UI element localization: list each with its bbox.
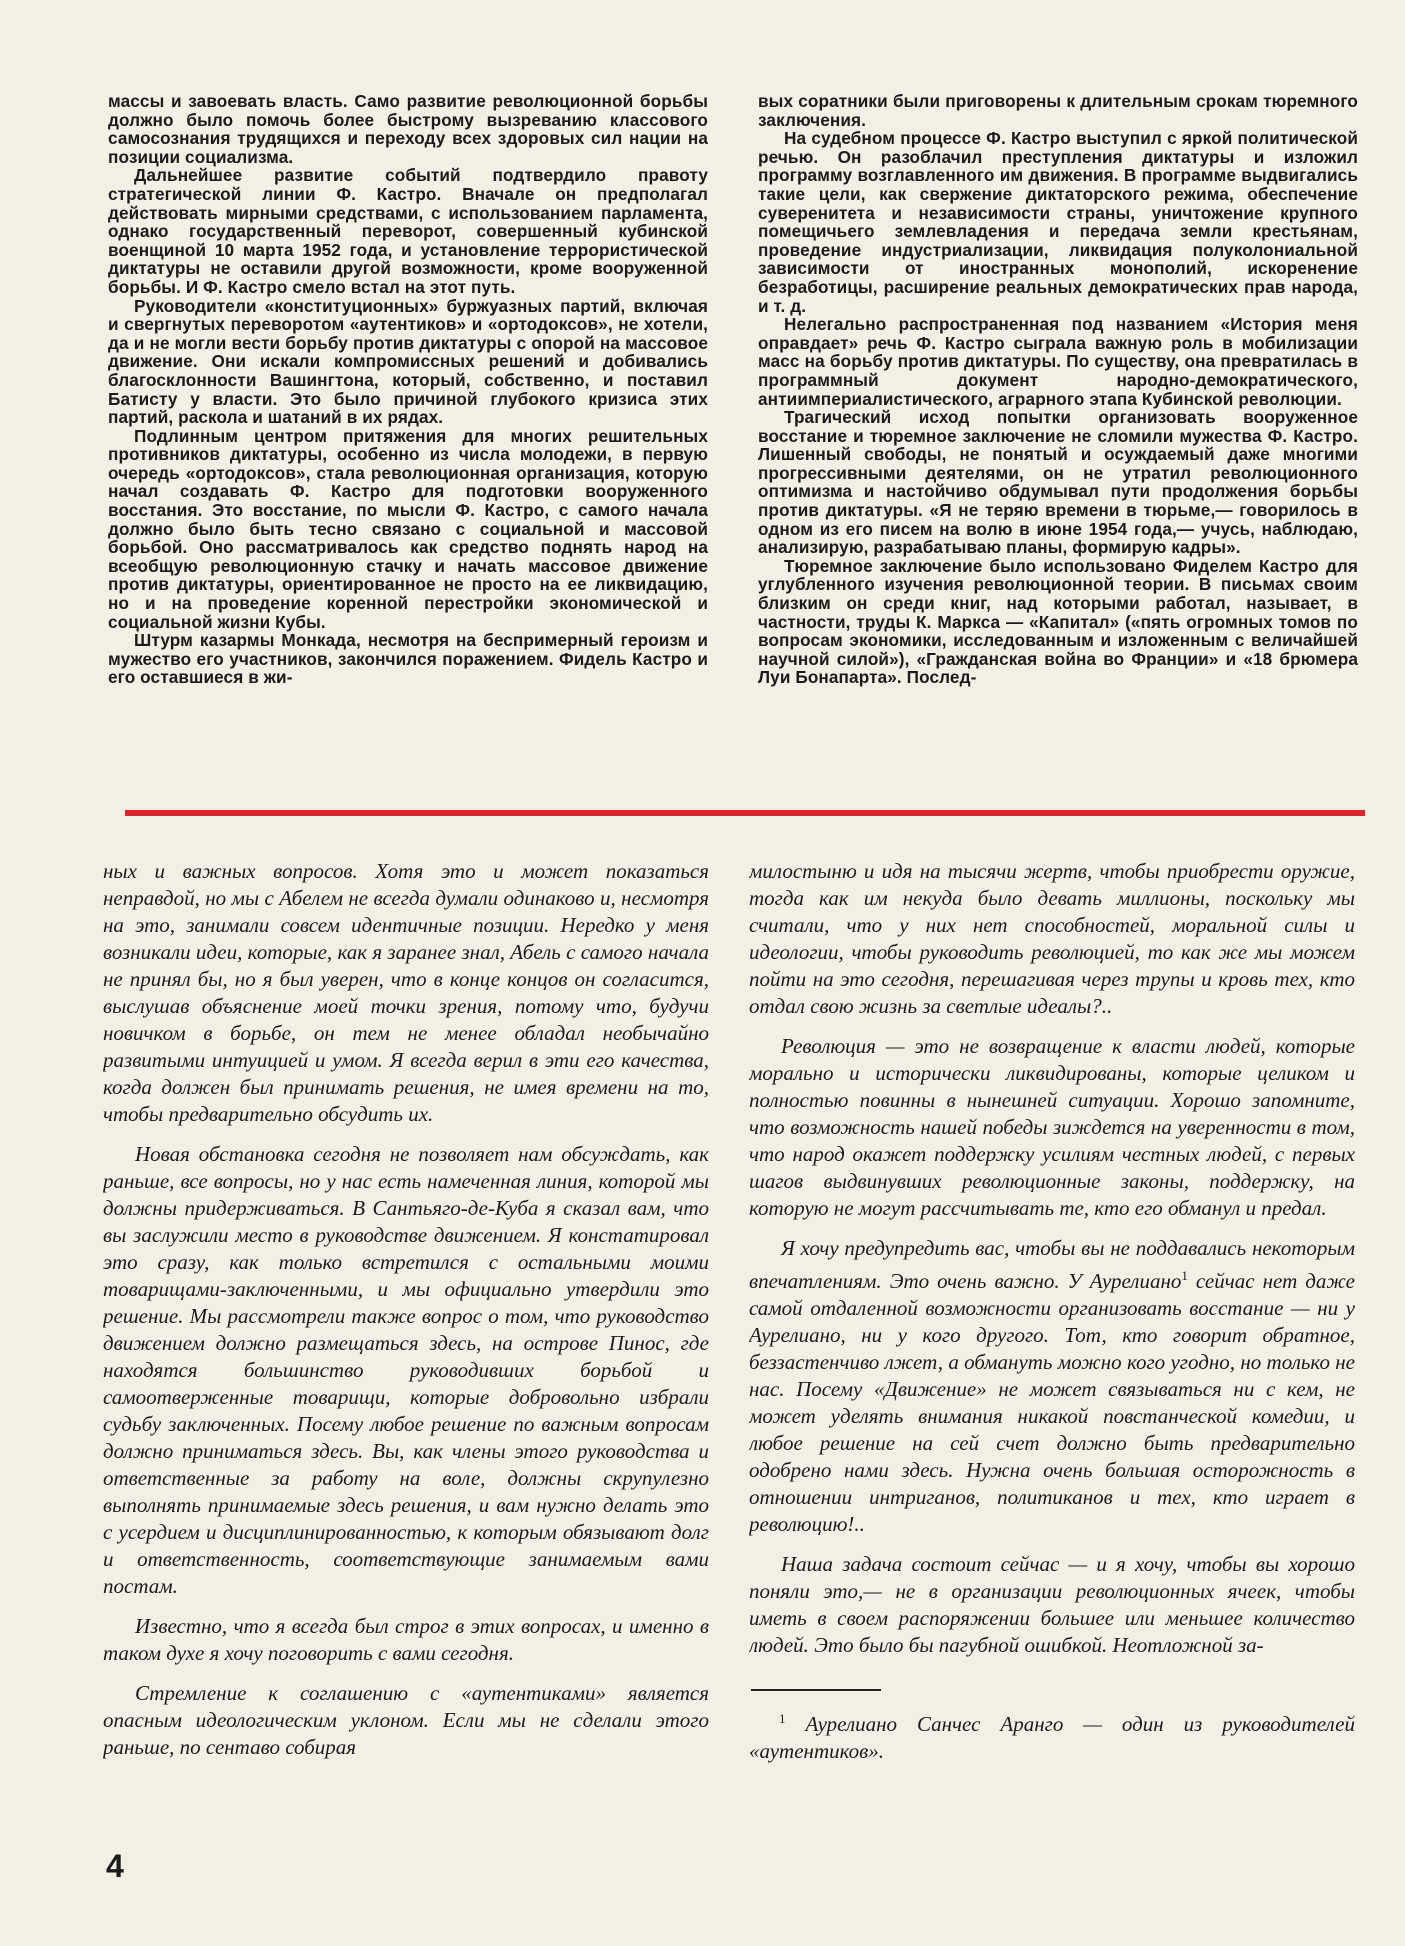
paragraph: Трагический исход попытки организовать вооруженное восстание и тюремное заключение не сломили мужества Ф. Кастро. Лишенный свободы, не понятый и осуждаемый даже многими прогрессивными деятелями, он не утратил революционного оптимизма и настойчиво обдумывал пути продолжения борьбы против диктатуры. «Я не теряю времени в тюрьме,— говорилось в одном из его писем на волю в июне 1954 года,— учусь, наблюдаю, анализирую, разрабатываю планы, формирую кадры». bbox=[758, 407, 1358, 558]
paragraph: милостыню и идя на тысячи жертв, чтобы приобрести оружие, тогда как им некуда было девать миллионы, поскольку мы считали, что у них нет способностей, моральной силы и идеологии, чтобы руководить революцией, то как же мы можем пойти на это сегодня, перешагивая через трупы и кровь тех, кто отдал свою жизнь за светлые идеалы?.. bbox=[749, 859, 1355, 1018]
footnote-reference: 1 bbox=[1181, 1268, 1188, 1283]
paragraph: Новая обстановка сегодня не позволяет нам обсуждать, как раньше, все вопросы, но у нас есть намеченная линия, которой мы должны придерживаться. В Сантьяго-де-Куба я сказал вам, что вы заслужили место в руководстве движением. Я констатировал это сразу, как только встретился с остальными моими товарищами-заключенными, и мы официально утвердили это решение. Мы рассмотрели также вопрос о том, что руководство движением должно размещаться здесь, на острове Пинос, где находятся большинство руководивших борьбой и самоотверженные товарищи, которые добровольно избрали судьбу заключенных. Посему любое решение по важным вопросам должно приниматься здесь. Вы, как члены этого руководства и ответственные за работу на воле, должны скрупулезно выполнять принимаемые здесь решения, и вам нужно делать это с усердием и дисциплинированностью, к которым обязывают долг и ответственность, соответствующие занимаемым вами постам. bbox=[103, 1142, 709, 1598]
paragraph: Дальнейшее развитие событий подтвердило правоту стратегической линии Ф. Кастро. Вначале он предполагал действовать мирными средствами, с использованием парламента, однако государственный переворот, совершенный кубинской военщиной 10 марта 1952 года, и установление террористической диктатуры не оставили другой возможности, кроме вооруженной борьбы. И Ф. Кастро смело встал на этот путь. bbox=[108, 165, 708, 297]
bottom-right-column bbox=[749, 858, 1355, 1838]
paragraph: ных и важных вопросов. Хотя это и может показаться неправдой, но мы с Абелем не всегда думали одинаково и, несмотря на это, занимали совсем идентичные позиции. Нередко у меня возникали идеи, которые, как я заранее знал, Абель с самого начала не принял бы, но я был уверен, что в конце концов он согласится, выслушав объяснение моей точки зрения, потому что, будучи новичком в борьбе, он тем не менее обладал необычайно развитыми интуицией и умом. Я всегда верил в эти его качества, когда должен был принимать решения, не имея времени на то, чтобы предварительно обсудить их. bbox=[103, 859, 709, 1126]
footnote-mark: 1 bbox=[779, 1710, 786, 1726]
paragraph: вых соратники были приговорены к длительным срокам тюремного заключения. bbox=[758, 92, 1358, 130]
paragraph: Стремление к соглашению с «аутентиками» является опасным идеологическим уклоном. Если мы не сделали этого раньше, по сентаво собирая bbox=[103, 1681, 709, 1759]
top-right-column bbox=[758, 92, 1358, 792]
footnote-text: Аурелиано Санчес Аранго — один из руководителей «аутентиков». bbox=[749, 1711, 1355, 1763]
paragraph: Руководители «конституционных» буржуазных партий, включая и свергнутых переворотом «аутентиков» и «ортодоксов», не хотели, да и не могли вести борьбу против диктатуры с опорой на массовое движение. Они искали компромиссных решений и добивались благосклонности Вашингтона, который, собственно, и поставил Батисту у власти. Это было причиной глубокого кризиса этих партий, раскола и шатаний в их рядах. bbox=[108, 295, 708, 428]
paragraph: Известно, что я всегда был строг в этих вопросах, и именно в таком духе я хочу поговорить с вами сегодня. bbox=[103, 1614, 709, 1665]
paragraph: Наша задача состоит сейчас — и я хочу, чтобы вы хорошо поняли это,— не в организации революционных ячеек, чтобы иметь в своем распоряжении большее или меньшее количество людей. Это было бы пагубной ошибкой. Неотложной за- bbox=[749, 1552, 1355, 1657]
top-article-columns bbox=[108, 92, 1358, 792]
paragraph: Нелегально распространенная под названием «История меня оправдает» речь Ф. Кастро сыграла важную роль в мобилизации масс на борьбу против диктатуры. По существу, она превратилась в программный документ народно-демократического, антиимпериалистического, аграрного этапа Кубинской революции. bbox=[758, 314, 1358, 409]
paragraph: На судебном процессе Ф. Кастро выступил с яркой политической речью. Он разоблачил преступления диктатуры и изложил программу возглавленного им движения. В программе выдвигались такие цели, как свержение диктаторского режима, обеспечение суверенитета и независимости страны, уничтожение крупного помещичьего землевладения и передача земли крестьянам, проведение индустриализации, ликвидация полуколониальной зависимости от иностранных монополий, искоренение безработицы, расширение реальных демократических прав народа, и т. д. bbox=[758, 128, 1358, 316]
red-divider-line bbox=[125, 810, 1365, 816]
bottom-left-column bbox=[103, 858, 709, 1838]
page-number: 4 bbox=[106, 1848, 124, 1884]
paragraph-text: Я хочу предупредить вас, чтобы вы не поддавались некоторым впечатлениям. Это очень важно. У Аурелиано bbox=[749, 1236, 1355, 1293]
footnote bbox=[749, 1705, 1355, 1765]
footnote-divider bbox=[751, 1689, 881, 1691]
paragraph: Революция — это не возвращение к власти людей, которые морально и исторически ликвидированы, которые целиком и полностью повинны в нынешней ситуации. Хорошо запомните, что возможность нашей победы зиждется на уверенности в том, что народ окажет поддержку усилиям честных людей, с первых шагов выдвинувших революционные законы, поддержку, на которую не могут рассчитывать те, кто его обманул и предал. bbox=[749, 1034, 1355, 1220]
paragraph-text: сейчас нет даже самой отдаленной возможности организовать восстание — ни у Аурелиано, ни у кого другого. Тот, кто говорит обратное, беззастенчиво лжет, а обмануть можно кого угодно, но только не нас. Посему «Движение» не может связываться ни с кем, не может уделять внимания никакой повстанческой комедии, и любое решение на сей счет должно быть предварительно одобрено нами здесь. Нужна очень большая осторожность в отношении интриганов, политиканов и тех, кто играет в революцию!.. bbox=[749, 1269, 1355, 1536]
paragraph: массы и завоевать власть. Само развитие революционной борьбы должно было помочь более быстрому вызреванию классового самосознания трудящихся и переходу всех здоровых сил нации на позиции социализма. bbox=[108, 92, 708, 167]
paragraph: Подлинным центром притяжения для многих решительных противников диктатуры, особенно из числа молодежи, в первую очередь «ортодоксов», стала революционная организация, которую начал создавать Ф. Кастро для подготовки вооруженного восстания. Это восстание, по мысли Ф. Кастро, с самого начала должно было быть тесно связано с социальной и массовой борьбой. Оно рассматривалось как средство поднять народ на всеобщую революционную стачку и начать массовое движение против диктатуры, ориентированное не просто на ее ликвидацию, но и на проведение коренной перестройки экономической и социальной жизни Кубы. bbox=[108, 425, 708, 632]
paragraph: Тюремное заключение было использовано Фиделем Кастро для углубленного изучения революционной теории. В письмах своим близким он среди книг, над которыми работал, называет, в частности, труды К. Маркса — «Капитал» («пять огромных томов по вопросам экономики, исследованным и изложенным с величайшей научной силой»), «Гражданская война во Франции» и «18 брюмера Луи Бонапарта». Послед- bbox=[758, 555, 1358, 688]
letter-excerpt-columns bbox=[103, 858, 1355, 1838]
paragraph: Штурм казармы Монкада, несмотря на беспримерный героизм и мужество его участников, закончился поражением. Фидель Кастро и его оставшиеся в жи- bbox=[108, 630, 708, 688]
top-left-column bbox=[108, 92, 708, 792]
paragraph bbox=[749, 1235, 1355, 1538]
